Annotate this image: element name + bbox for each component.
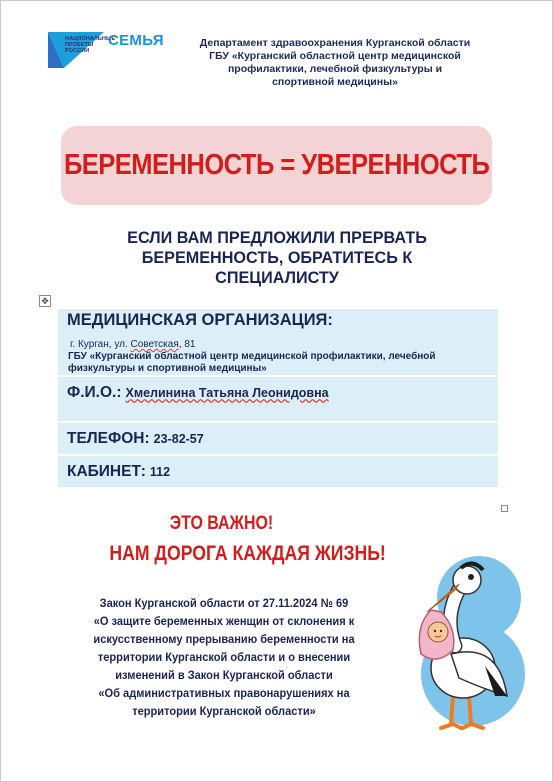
law-line: «О защите беременных женщин от склонения к: [93, 614, 355, 628]
cabinet-row: [67, 463, 170, 481]
important-line-2: НАМ ДОРОГА КАЖДАЯ ЖИЗНЬ!: [109, 542, 386, 565]
stork-with-baby-icon: [381, 546, 531, 746]
table-resize-handle[interactable]: [501, 505, 508, 512]
cabinet-value: 112: [149, 465, 171, 479]
title-banner: [61, 126, 492, 205]
department-header: [190, 37, 480, 89]
law-line: искусственному прерыванию беременности на: [93, 632, 355, 646]
department-line: Департамент здравоохранения Курганской области: [199, 37, 471, 49]
org-label: МЕДИЦИНСКАЯ ОРГАНИЗАЦИЯ:: [67, 311, 333, 329]
phone-row: [67, 430, 204, 448]
department-line: ГБУ «Курганский областной центр медицинской: [209, 50, 461, 62]
banner-title: БЕРЕМЕННОСТЬ = УВЕРЕННОСТЬ: [63, 149, 490, 181]
org-name: ГБУ «Курганский областной центр медицинской профилактики, лечебной физкультуры и спортивной медицины»: [68, 351, 436, 374]
logo-word: СЕМЬЯ: [108, 32, 164, 49]
fio-value: Хмелинина Татьяна Леонидовна: [125, 386, 329, 400]
fio-cell[interactable]: [58, 377, 498, 421]
national-projects-logo: [44, 28, 180, 72]
law-line: территории Курганской области»: [132, 704, 316, 718]
info-table: [58, 309, 498, 489]
phone-label: ТЕЛЕФОН:: [67, 430, 150, 447]
table-move-handle-icon[interactable]: ✥: [39, 295, 51, 307]
subtitle-line: ЕСЛИ ВАМ ПРЕДЛОЖИЛИ ПРЕРВАТЬ: [127, 229, 427, 247]
address-number: , 81: [178, 339, 196, 350]
cabinet-label: КАБИНЕТ:: [67, 463, 146, 480]
fio-label: Ф.И.О.:: [67, 384, 122, 401]
cabinet-cell[interactable]: [58, 456, 498, 487]
phone-cell[interactable]: [58, 423, 498, 454]
logo-line: РОССИИ: [65, 48, 90, 54]
subtitle-line: БЕРЕМЕННОСТЬ, ОБРАТИТЕСЬ К: [141, 249, 413, 267]
logo-line: НАЦИОНАЛЬНЫЕ: [65, 36, 116, 42]
law-text: [70, 594, 378, 720]
important-note: [100, 511, 386, 571]
org-cell[interactable]: [58, 309, 498, 375]
department-line: профилактики, лечебной физкультуры и: [227, 63, 443, 75]
org-address: [70, 339, 195, 351]
address-street: Советская: [130, 339, 179, 350]
law-line: Закон Курганской области от 27.11.2024 № 69: [99, 596, 349, 610]
fio-row: [67, 384, 329, 402]
law-line: «Об административных правонарушениях на: [98, 686, 350, 700]
logo-line: ПРОЕКТЫ: [65, 42, 94, 48]
address-prefix: г. Курган, ул.: [70, 339, 131, 350]
phone-value: 23-82-57: [153, 432, 204, 446]
department-line: спортивной медицины»: [272, 76, 398, 88]
important-line-1: ЭТО ВАЖНО!: [169, 513, 274, 534]
subtitle: [64, 228, 490, 288]
subtitle-line: СПЕЦИАЛИСТУ: [215, 269, 339, 287]
law-line: изменений в Закон Курганской области: [115, 668, 333, 682]
law-line: территории Курганской области и о внесении: [97, 650, 351, 664]
